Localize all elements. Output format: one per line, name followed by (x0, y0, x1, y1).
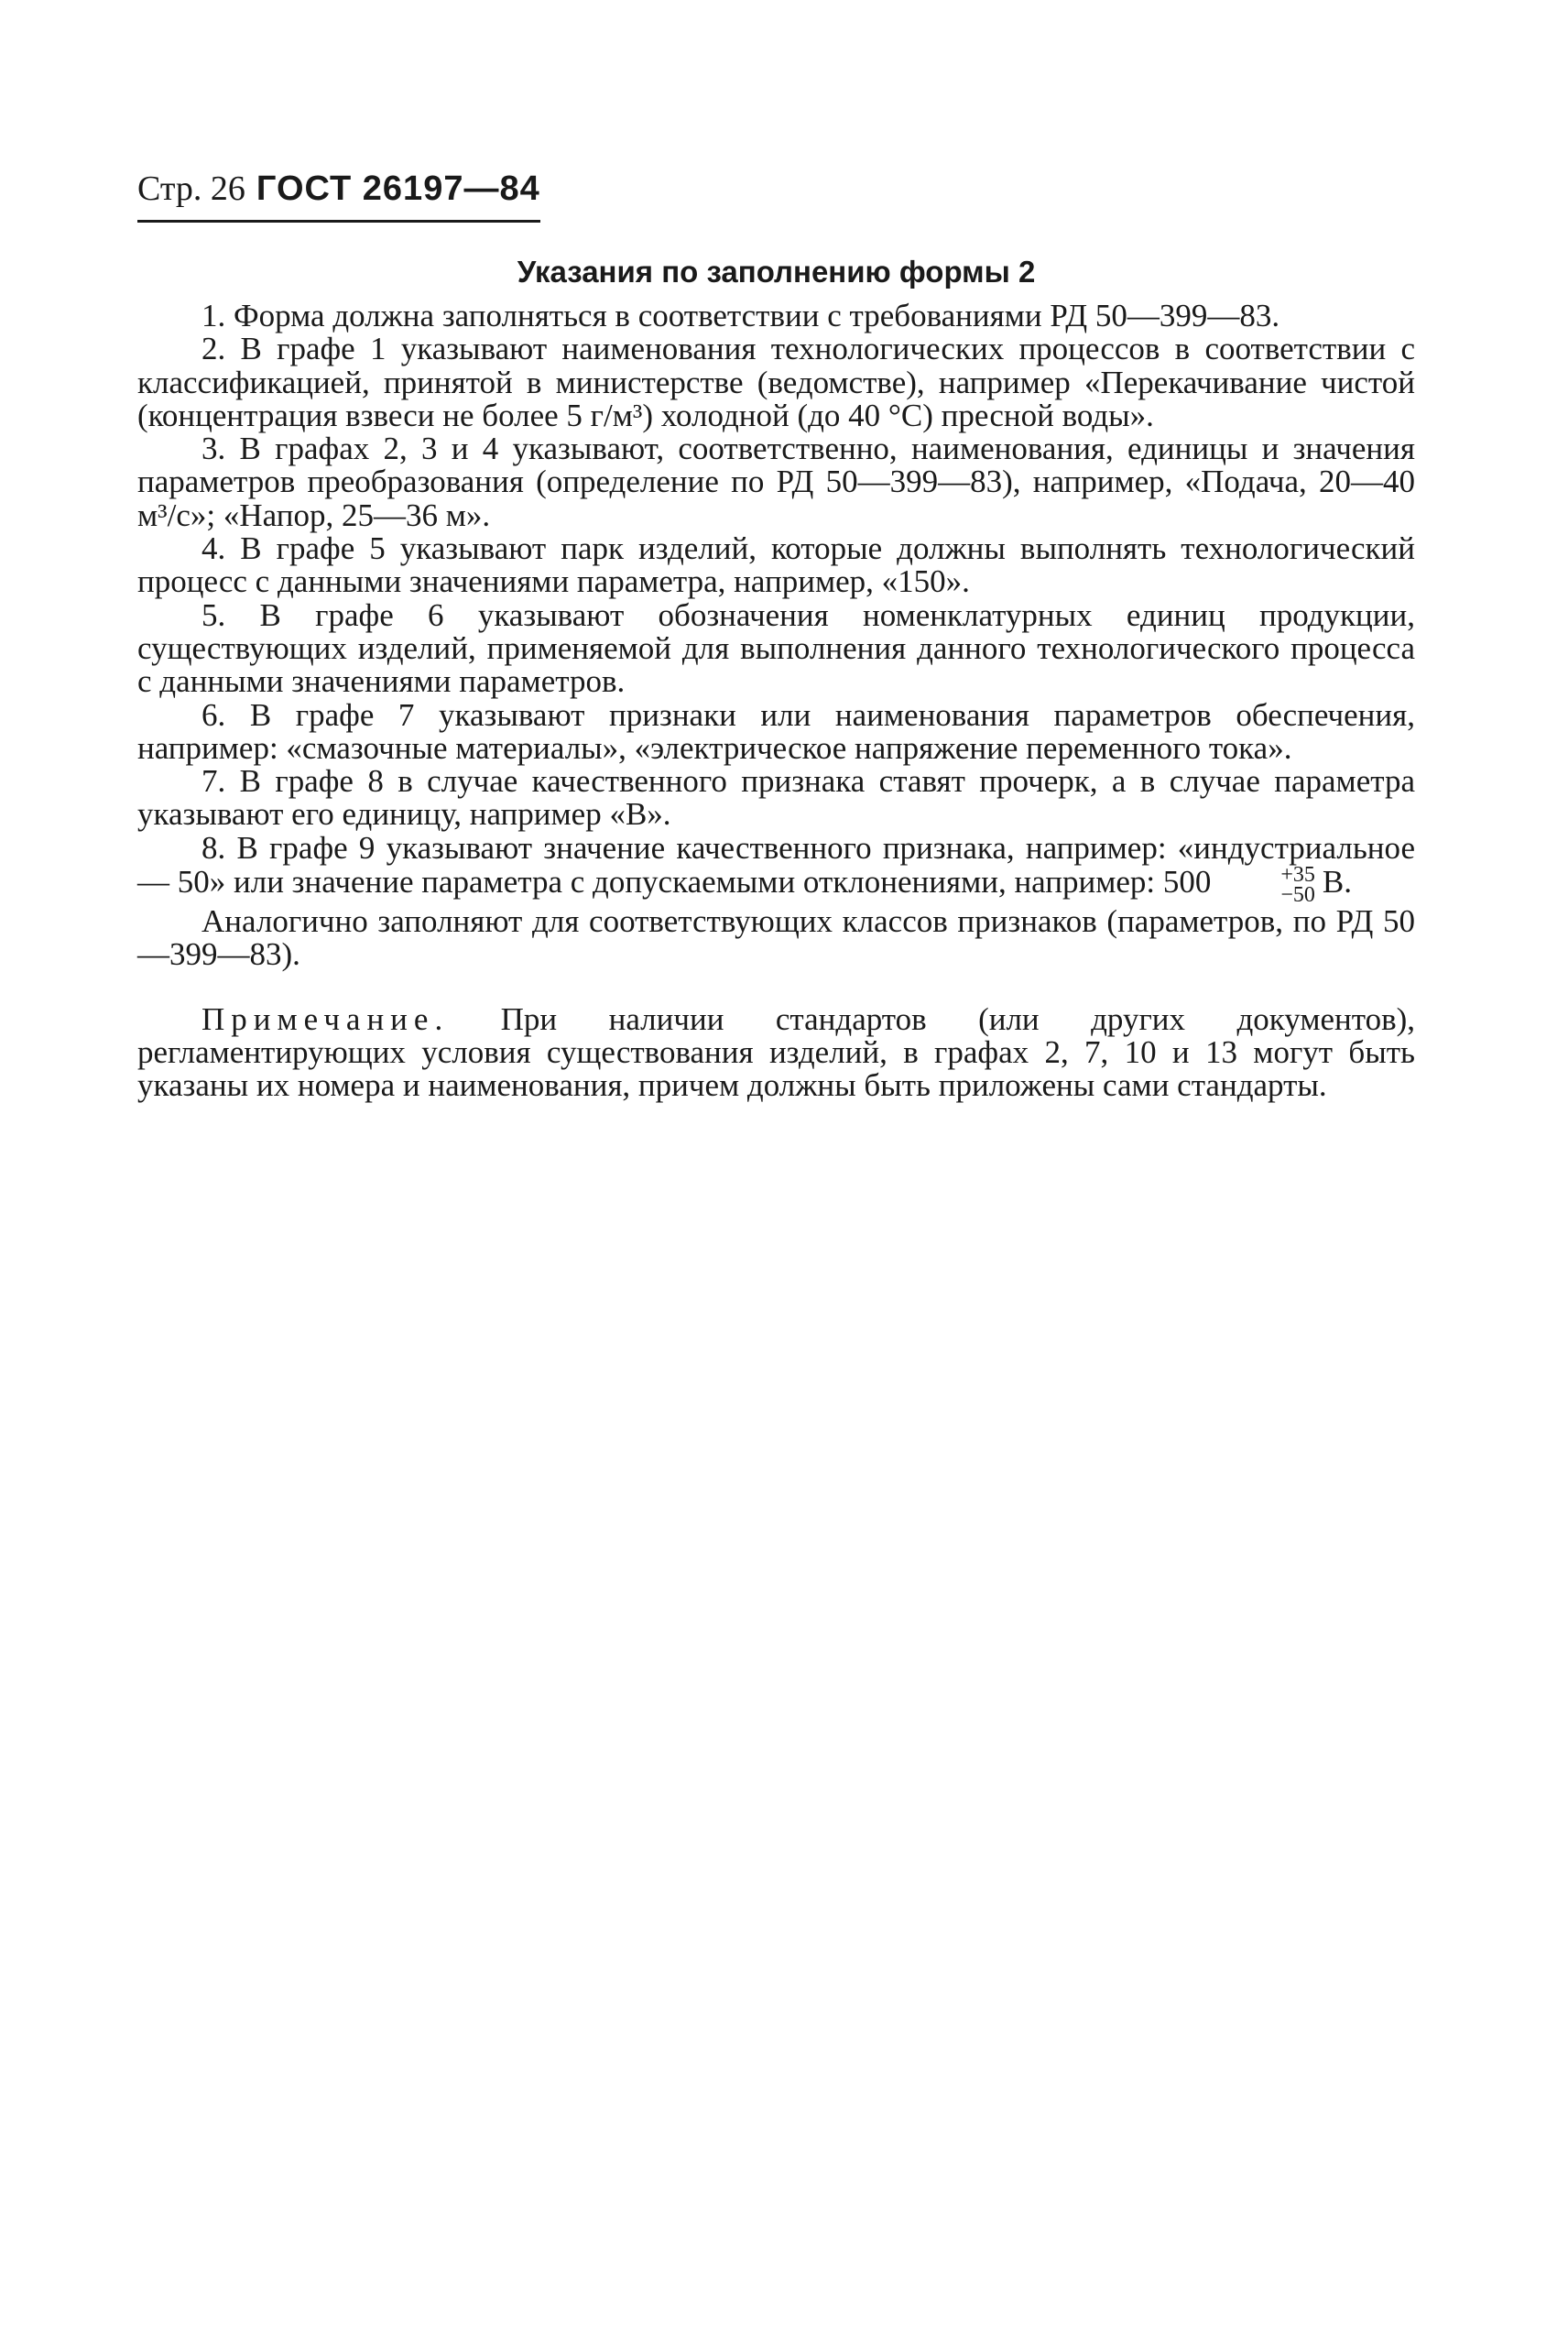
section-title: Указания по заполнению формы 2 (517, 255, 1036, 289)
instruction-item-8 (137, 829, 1415, 908)
tolerance-value (1216, 863, 1315, 908)
instruction-item-6: 6. В графе 7 указывают признаки или наименования параметров обеспечения, например: «смазочные материалы», «электрическое напряжение переменного тока». (137, 696, 1415, 766)
header-underline (137, 220, 540, 223)
instruction-item-4: 4. В графе 5 указывают парк изделий, которые должны выполнять технологический процесс с данными значениями параметра, например, «150». (137, 530, 1415, 600)
instruction-item-2: 2. В графе 1 указывают наименования технологических процессов в соответствии с классификацией, принятой в министерстве (ведомстве), например «Перекачивание чистой (концентрация взвеси не более 5 г/м³) холодной (до 40 °С) пресной воды». (137, 331, 1415, 433)
instruction-item-5: 5. В графе 6 указывают обозначения номенклатурных единиц продукции, существующих изделий, применяемой для выполнения данного технологического процесса с данными значениями параметров. (137, 596, 1415, 700)
unit-label: В. (1322, 864, 1353, 901)
instruction-item-8-text: 8. В графе 9 указывают значение качественного признака, например: «индустриальное — 50» или значение параметра с допускаемыми отклонениями, например: 500 (137, 829, 1415, 901)
instruction-item-analog: Аналогично заполняют для соответствующих классов признаков (параметров, по РД 50—399—83). (137, 903, 1415, 973)
page-number: Стр. 26 (137, 169, 245, 208)
note-label: Примечание. (201, 1000, 450, 1037)
tolerance-lower: −50 (1280, 883, 1315, 908)
standard-code: ГОСТ 26197—84 (256, 169, 540, 208)
instruction-item-1: 1. Форма должна заполняться в соответствии с требованиями РД 50—399—83. (201, 298, 1280, 333)
instructions-body (137, 300, 1415, 1103)
note-text: При наличии стандартов (или других документов), регламентирующих условия существования изделий, в графах 2, 7, 10 и 13 могут быть указаны их номера и наименования, причем должны быть приложены сами стандарты. (137, 1000, 1416, 1104)
instruction-item-3: 3. В графах 2, 3 и 4 указывают, соответственно, наименования, единицы и значения параметров преобразования (определение по РД 50—399—83), например, «Подача, 20—40 м³/с»; «Напор, 25—36 м». (137, 431, 1415, 533)
page-header (137, 168, 540, 210)
instruction-item-7: 7. В графе 8 в случае качественного признака ставят прочерк, а в случае параметра указывают его единицу, например «В». (137, 763, 1415, 833)
tolerance-upper: +35 (1280, 863, 1315, 888)
note-paragraph (137, 1000, 1416, 1104)
